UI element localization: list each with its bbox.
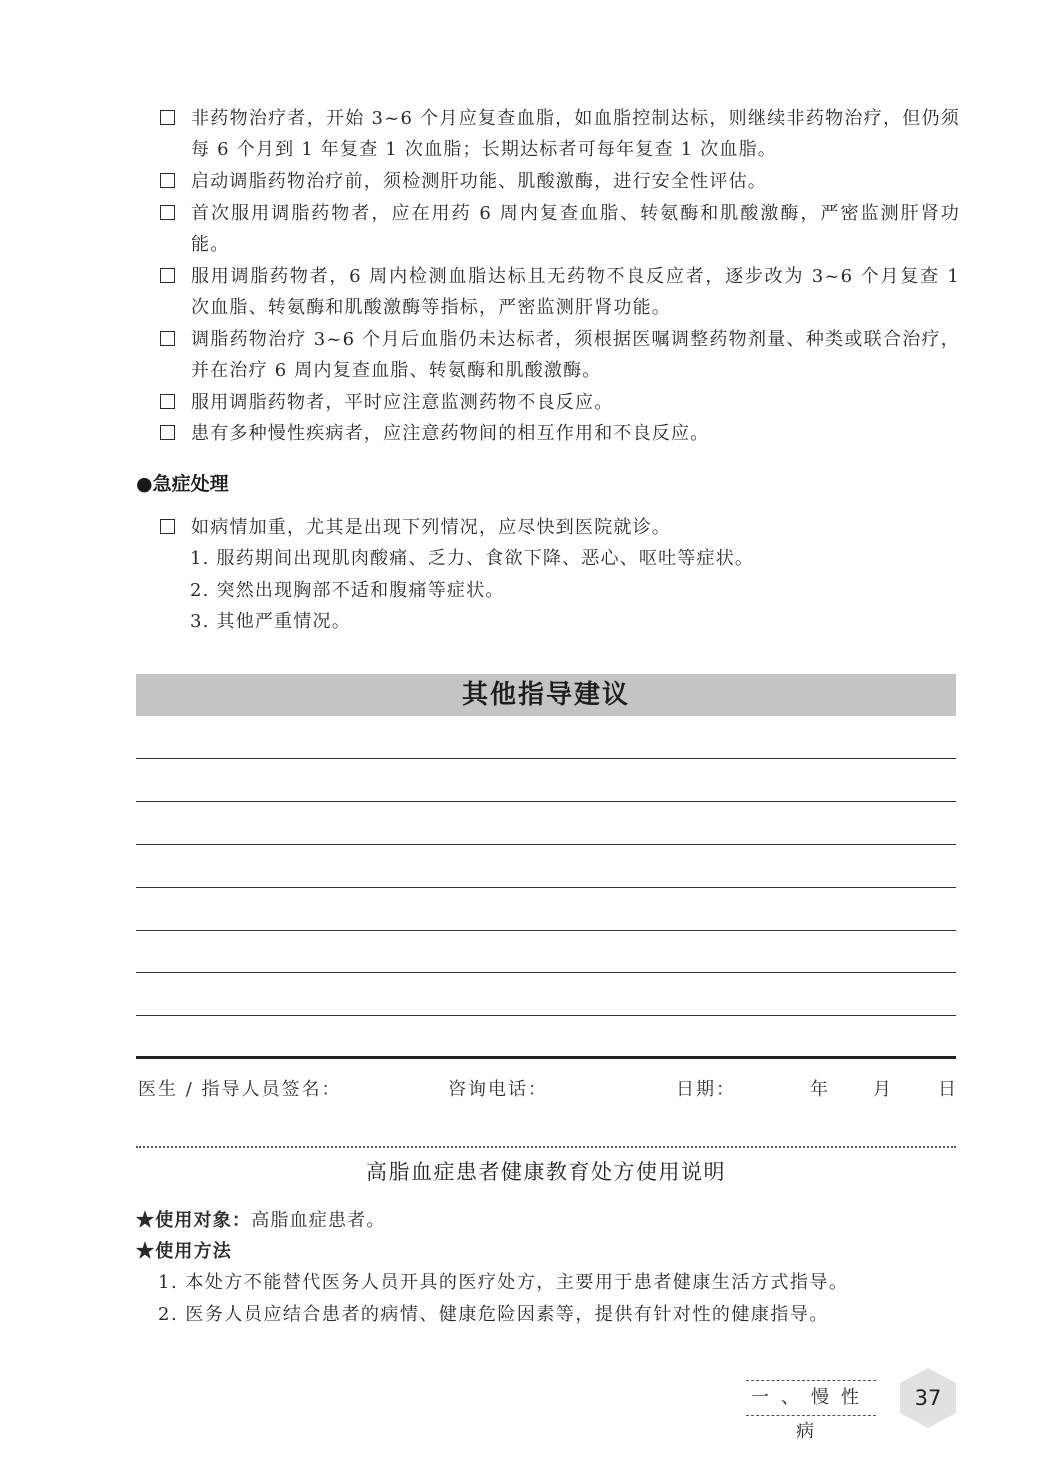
checklist-item-text: 调脂药物治疗 3~6 个月后血脂仍未达标者，须根据医嘱调整药物剂量、种类或联合治疗，并在治疗 6 周内复查血脂、转氨酶和肌酸激酶。: [191, 329, 960, 381]
instructions-title: 高脂血症患者健康教育处方使用说明: [366, 1160, 726, 1184]
emergency-item-text: 如病情加重，尤其是出现下列情况，应尽快到医院就诊。: [191, 517, 671, 538]
doctor-signature-label: 医生 / 指导人员签名：: [138, 1079, 342, 1100]
writing-line[interactable]: [136, 758, 956, 759]
checklist-item[interactable]: [160, 198, 960, 260]
writing-line[interactable]: [136, 930, 956, 931]
writing-line[interactable]: [136, 844, 956, 845]
writing-line[interactable]: [136, 972, 956, 973]
usage-method-item: 2. 医务人员应结合患者的病情、健康危险因素等，提供有针对性的健康指导。: [158, 1304, 829, 1325]
emergency-heading: ●急症处理: [136, 473, 229, 495]
checkbox[interactable]: [160, 394, 175, 409]
emergency-subitem: 1. 服药期间出现肌肉酸痛、乏力、食欲下降、恶心、呕吐等症状。: [190, 548, 755, 569]
checkbox[interactable]: [160, 268, 175, 283]
phone-label: 咨询电话：: [448, 1079, 548, 1100]
emergency-item[interactable]: [160, 512, 960, 543]
checklist-item[interactable]: [160, 418, 960, 449]
checklist-item[interactable]: [160, 324, 960, 386]
usage-method-item: 1. 本处方不能替代医务人员开具的医疗处方，主要用于患者健康生活方式指导。: [158, 1272, 849, 1293]
checklist-item[interactable]: [160, 103, 960, 165]
checklist-item-text: 患有多种慢性疾病者，应注意药物间的相互作用和不良反应。: [191, 423, 710, 444]
checklist-item-text: 服用调脂药物者，平时应注意监测药物不良反应。: [191, 392, 614, 413]
checkbox[interactable]: [160, 425, 175, 440]
usage-target-label: ★使用对象：: [136, 1210, 252, 1231]
checklist-item[interactable]: [160, 166, 960, 197]
year-label: 年: [810, 1079, 830, 1100]
writing-line[interactable]: [136, 801, 956, 802]
writing-line[interactable]: [136, 1015, 956, 1016]
page-number: 37: [914, 1386, 942, 1410]
dotted-separator: [136, 1146, 956, 1148]
checklist-item-text: 启动调脂药物治疗前，须检测肝功能、肌酸激酶，进行安全性评估。: [191, 171, 767, 192]
checklist-item-text: 服用调脂药物者，6 周内检测血脂达标且无药物不良反应者，逐步改为 3~6 个月复查 1 次血脂、转氨酶和肌酸激酶等指标，严密监测肝肾功能。: [191, 266, 960, 318]
day-label: 日: [938, 1079, 958, 1100]
checkbox[interactable]: [160, 519, 175, 534]
usage-target: [136, 1206, 386, 1232]
guidance-header-bar: [136, 674, 956, 716]
checkbox[interactable]: [160, 173, 175, 188]
date-label: 日期：: [676, 1079, 736, 1100]
checkbox[interactable]: [160, 205, 175, 220]
guidance-title: 其他指导建议: [461, 680, 630, 710]
checklist-item-text: 首次服用调脂药物者，应在用药 6 周内复查血脂、转氨酶和肌酸激酶，严密监测肝肾功能。: [191, 203, 960, 255]
month-label: 月: [873, 1079, 893, 1100]
writing-line[interactable]: [136, 887, 956, 888]
checklist-item[interactable]: [160, 387, 960, 418]
section-divider: [136, 1056, 956, 1059]
footer-category: 一、慢性病: [746, 1380, 876, 1416]
checklist-item[interactable]: [160, 261, 960, 323]
checkbox[interactable]: [160, 331, 175, 346]
checklist-item-text: 非药物治疗者，开始 3~6 个月应复查血脂，如血脂控制达标，则继续非药物治疗，但仍须每 6 个月到 1 年复查 1 次血脂；长期达标者可每年复查 1 次血脂。: [191, 108, 960, 160]
usage-target-value: 高脂血症患者。: [251, 1210, 386, 1231]
emergency-subitem: 2. 突然出现胸部不适和腹痛等症状。: [190, 580, 505, 601]
emergency-subitem: 3. 其他严重情况。: [190, 611, 351, 632]
checkbox[interactable]: [160, 110, 175, 125]
usage-method-label: ★使用方法: [136, 1241, 232, 1262]
